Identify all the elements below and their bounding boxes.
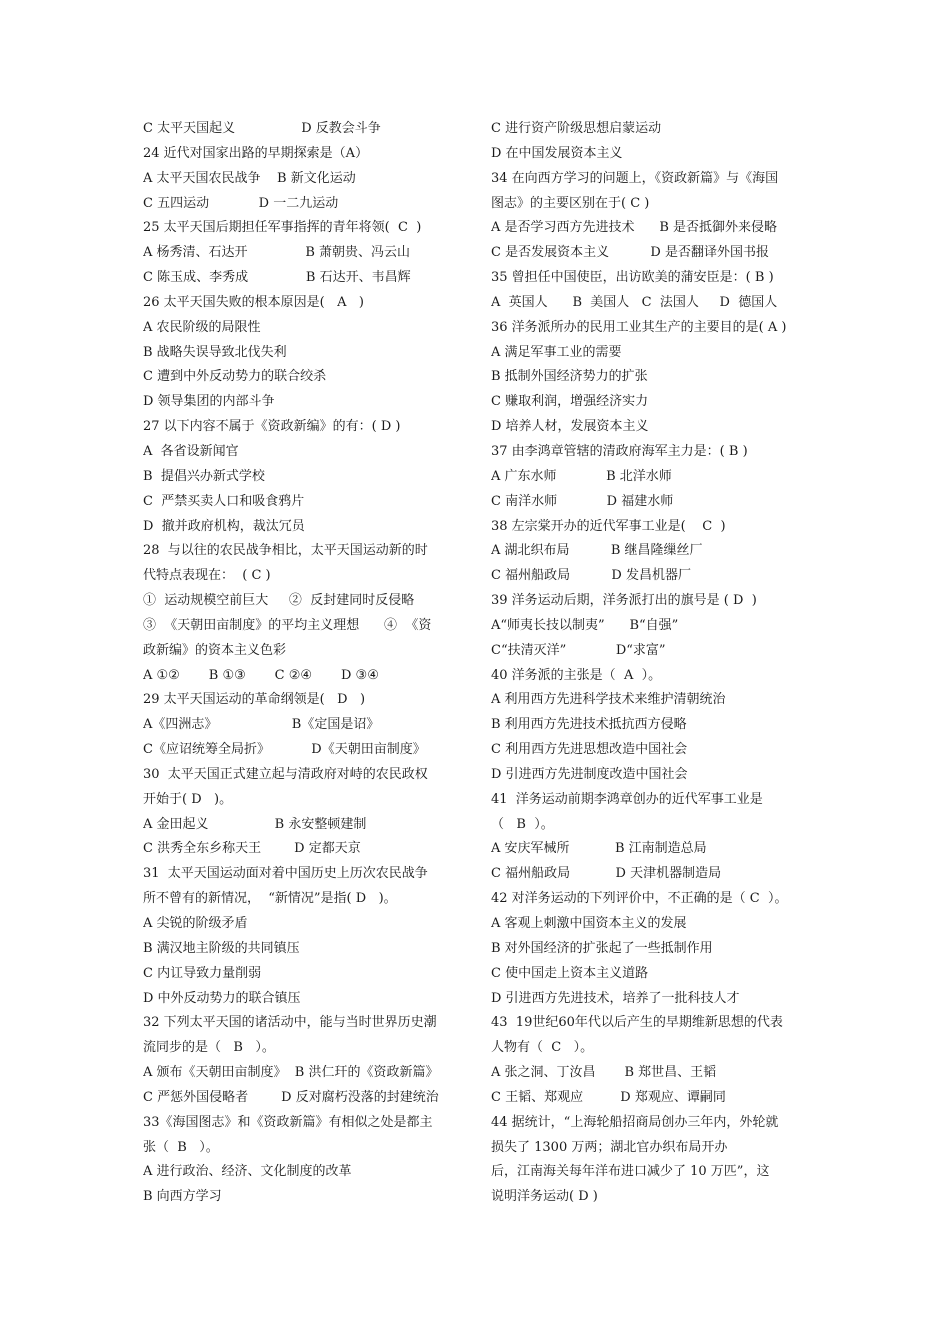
text-line: D 中外反动势力的联合镇压: [143, 990, 301, 1006]
text-line: C 洪秀全东乡称天王 D 定都天京: [143, 841, 361, 857]
text-line: 损失了 1300 万两；湖北官办织布局开办: [491, 1139, 728, 1155]
text-line: A 颁布《天朝田亩制度》 B 洪仁玕的《资政新篇》: [143, 1065, 439, 1081]
text-line: A《四洲志》 B《定国是诏》: [143, 717, 380, 733]
text-line: C 严禁买卖人口和吸食鸦片: [143, 493, 305, 509]
text-line: C 使中国走上资本主义道路: [491, 965, 649, 981]
text-line: A ①② B ①③ C ②④ D ③④: [143, 667, 379, 683]
text-line: 流同步的是（ B ）。: [143, 1040, 275, 1056]
text-line: 28 与以往的农民战争相比，太平天国运动新的时: [143, 543, 428, 559]
text-line: ① 运动规模空前巨大 ② 反封建同时反侵略: [143, 593, 415, 609]
text-line: A 进行政治、经济、文化制度的改革: [143, 1164, 352, 1180]
text-line: 27 以下内容不属于《资政新编》的有：( D ): [143, 419, 401, 435]
text-line: A 英国人 B 美国人 C 法国人 D 德国人: [491, 294, 778, 310]
text-line: C 严惩外国侵略者 D 反对腐朽没落的封建统治: [143, 1089, 439, 1105]
text-line: 人物有（ C ）。: [491, 1040, 594, 1056]
text-line: ③ 《天朝田亩制度》的平均主义理想 ④ 《资: [143, 617, 432, 633]
text-line: A 是否学习西方先进技术 B 是否抵御外来侵略: [491, 220, 778, 236]
text-line: C 陈玉成、李秀成 B 石达开、韦昌辉: [143, 270, 411, 286]
text-line: （ B ）。: [491, 816, 554, 832]
text-line: 26 太平天国失败的根本原因是( A ): [143, 294, 365, 310]
text-line: 43 19世纪60年代以后产生的早期维新思想的代表: [491, 1015, 783, 1031]
text-line: 所不曾有的新情况， “新情况”是指( D )。: [143, 891, 397, 907]
text-line: B 战略失误导致北伐失利: [143, 344, 287, 360]
text-line: C 王韬、郑观应 D 郑观应、谭嗣同: [491, 1089, 726, 1105]
text-line: 25 太平天国后期担任军事指挥的青年将领( C ): [143, 220, 422, 236]
text-line: A 利用西方先进科学技术来维护清朝统治: [491, 692, 726, 708]
text-line: A 杨秀清、石达开 B 萧朝贵、冯云山: [143, 245, 411, 261]
right-column: [491, 117, 829, 1210]
text-line: C 进行资产阶级思想启蒙运动: [491, 121, 662, 136]
text-line: A 各省设新闻官: [143, 443, 239, 459]
text-line: 37 由李鸿章管辖的清政府海军主力是：( B ): [491, 443, 748, 459]
text-line: B 利用西方先进技术抵抗西方侵略: [491, 717, 687, 733]
text-line: B 抵制外国经济势力的扩张: [491, 369, 648, 385]
text-line: 政新编》的资本主义色彩: [143, 642, 287, 658]
text-line: A 安庆军械所 B 江南制造总局: [491, 841, 707, 857]
text-line: 42 对洋务运动的下列评价中，不正确的是（ C ）。: [491, 891, 788, 907]
text-line: 24 近代对国家出路的早期探索是（A）: [143, 145, 369, 161]
text-line: C 南洋水师 D 福建水师: [491, 493, 674, 509]
text-line: 30 太平天国正式建立起与清政府对峙的农民政权: [143, 766, 428, 782]
text-line: 31 太平天国运动面对着中国历史上历次农民战争: [143, 866, 428, 882]
text-line: B 向西方学习: [143, 1189, 222, 1205]
text-line: 代特点表现在： ( C ): [143, 568, 271, 584]
text-line: C 利用西方先进思想改造中国社会: [491, 742, 688, 758]
text-line: B 对外国经济的扩张起了一些抵制作用: [491, 940, 713, 956]
text-line: A 农民阶级的局限性: [143, 319, 261, 335]
text-line: D 引进西方先进制度改造中国社会: [491, 766, 688, 782]
text-line: C 是否发展资本主义 D 是否翻译外国书报: [491, 245, 769, 261]
text-line: 40 洋务派的主张是（ A ）。: [491, 667, 662, 683]
text-line: A 湖北织布局 B 继昌隆缫丝厂: [491, 543, 703, 559]
text-line: C 遭到中外反动势力的联合绞杀: [143, 369, 327, 385]
text-line: C“扶清灭洋” D“求富”: [491, 642, 666, 658]
text-line: 张（ B ）。: [143, 1139, 219, 1155]
text-line: C 太平天国起义 D 反教会斗争: [143, 121, 381, 136]
text-line: D 撤并政府机构，裁汰冗员: [143, 518, 305, 534]
text-line: 38 左宗棠开办的近代军事工业是( C ): [491, 518, 726, 534]
text-line: C《应诏统筹全局折》 D《天朝田亩制度》: [143, 742, 426, 758]
text-line: A 金田起义 B 永安整顿建制: [143, 816, 367, 832]
text-line: 29 太平天国运动的革命纲领是( D ): [143, 692, 366, 708]
text-line: 44 据统计，“上海轮船招商局创办三年内，外轮就: [491, 1114, 779, 1130]
text-line: A 广东水师 B 北洋水师: [491, 468, 672, 484]
text-line: C 内讧导致力量削弱: [143, 965, 262, 981]
text-line: D 在中国发展资本主义: [491, 145, 623, 161]
text-line: 32 下列太平天国的诸活动中，能与当时世界历史潮: [143, 1015, 437, 1031]
text-line: D 领导集团的内部斗争: [143, 394, 275, 410]
text-line: 41 洋务运动前期李鸿章创办的近代军事工业是: [491, 791, 763, 807]
text-line: A 太平天国农民战争 B 新文化运动: [143, 170, 356, 186]
text-line: 34 在向西方学习的问题上，《资政新篇》与《海国: [491, 170, 779, 186]
text-line: D 引进西方先进技术，培养了一批科技人才: [491, 990, 740, 1006]
text-line: C 赚取利润，增强经济实力: [491, 394, 649, 410]
text-line: B 提倡兴办新式学校: [143, 468, 265, 484]
text-line: A“师夷长技以制夷” B“自强”: [491, 617, 679, 633]
text-line: B 满汉地主阶级的共同镇压: [143, 940, 300, 956]
text-line: D 培养人材，发展资本主义: [491, 419, 649, 435]
text-line: 33《海国图志》和《资政新篇》有相似之处是都主: [143, 1114, 433, 1130]
text-line: 开始于( D )。: [143, 791, 233, 807]
text-line: 36 洋务派所办的民用工业其生产的主要目的是( A ): [491, 319, 787, 335]
text-line: 后，江南海关每年洋布进口减少了 10 万匹”，这: [491, 1164, 770, 1180]
text-line: C 福州船政局 D 发昌机器厂: [491, 568, 691, 584]
text-line: C 五四运动 D 一二九运动: [143, 195, 339, 211]
text-line: 图志》的主要区别在于( C ): [491, 195, 650, 211]
text-line: 35 曾担任中国使臣，出访欧美的蒲安臣是：( B ): [491, 270, 774, 286]
text-line: A 尖锐的阶级矛盾: [143, 916, 248, 931]
text-line: 说明洋务运动( D ): [491, 1189, 598, 1205]
text-line: A 张之洞、丁汝昌 B 郑世昌、王韬: [491, 1065, 717, 1081]
text-line: C 福州船政局 D 天津机器制造局: [491, 866, 722, 882]
text-line: A 满足军事工业的需要: [491, 344, 622, 360]
text-line: A 客观上刺激中国资本主义的发展: [491, 916, 687, 931]
left-column: [143, 117, 481, 1210]
text-line: 39 洋务运动后期，洋务派打出的旗号是 ( D ): [491, 593, 757, 609]
